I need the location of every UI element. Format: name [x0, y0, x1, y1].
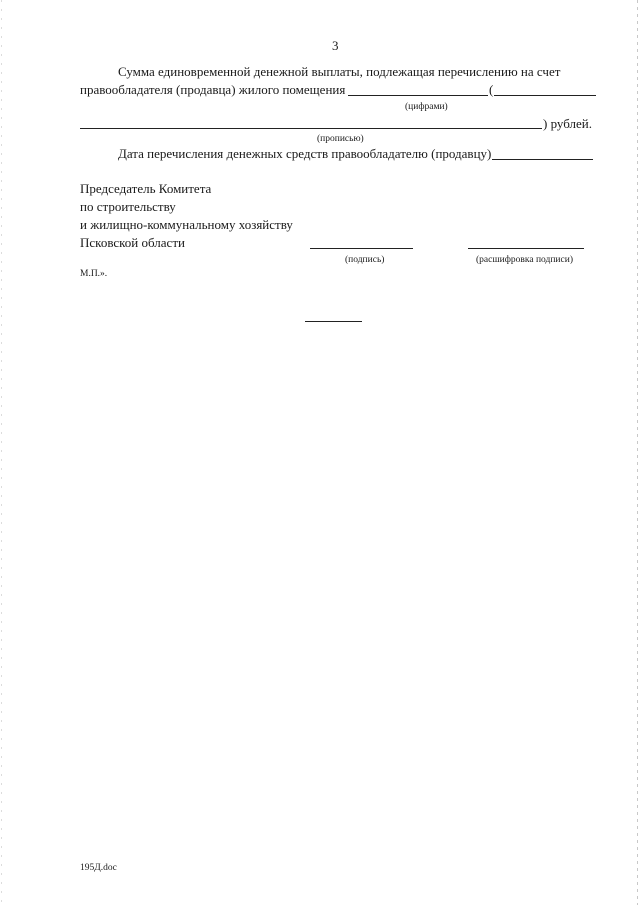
signatory-line-4: Псковской области [80, 235, 185, 250]
open-paren: ( [489, 82, 494, 97]
amount-digits-blank [348, 95, 488, 96]
signatory-line-1: Председатель Комитета [80, 181, 212, 196]
transfer-date-blank [492, 159, 593, 160]
signatory-line-2: по строительству [80, 199, 176, 214]
footer-filename: 195Д.doc [80, 863, 117, 873]
transfer-date-label: Дата перечисления денежных средств правообладателю (продавцу) [118, 146, 492, 161]
signature-decode-blank [468, 248, 584, 249]
rubles-label: ) рублей. [543, 116, 592, 131]
signature-caption: (подпись) [345, 255, 385, 265]
words-caption: (прописью) [317, 134, 364, 144]
scan-edge-right [637, 0, 638, 905]
end-separator [305, 321, 362, 322]
amount-digits-blank-2 [494, 95, 596, 96]
payment-sum-line-2: правообладателя (продавца) жилого помещения [80, 82, 346, 97]
signatory-line-3: и жилищно-коммунальному хозяйству [80, 217, 293, 232]
signature-blank [310, 248, 413, 249]
signature-decode-caption: (расшифровка подписи) [476, 255, 573, 265]
page-number: 3 [332, 38, 339, 53]
scan-edge-left [1, 0, 2, 905]
stamp-label: М.П.». [80, 269, 108, 279]
payment-sum-line-1: Сумма единовременной денежной выплаты, подлежащая перечислению на счет [118, 64, 561, 79]
amount-words-blank [80, 128, 542, 129]
digits-caption: (цифрами) [405, 102, 448, 112]
